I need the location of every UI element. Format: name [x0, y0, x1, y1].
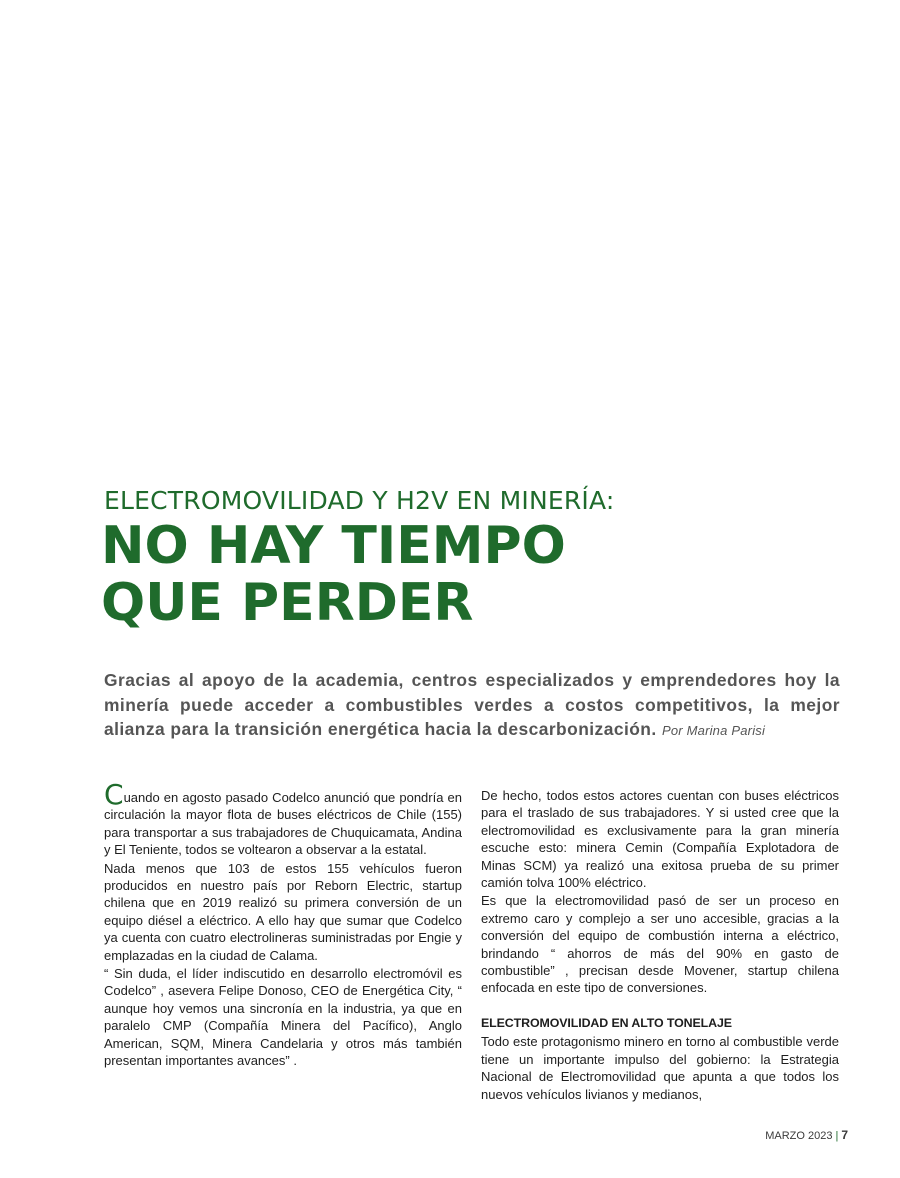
body-paragraph: Todo este protagonismo minero en torno al combustible verde tiene un importante impulso del gobierno: la Estrategia Nacional de Electromovilidad que apunta a que todos los nuevos vehículos livianos y medianos,	[481, 1034, 839, 1102]
body-paragraph: Nada menos que 103 de estos 155 vehículos fueron producidos en nuestro país por Reborn Electric, startup chilena que en 2019 realizó su primera conversión de un equipo diésel a eléctrico. A ello hay que sumar que Codelco ya cuenta con cuatro electrolineras suministradas por Engie y emplazadas en la ciudad de Calama.	[104, 860, 462, 963]
page-number: 7	[841, 1128, 848, 1142]
left-column	[104, 778, 462, 1071]
body-paragraph: Es que la electromovilidad pasó de ser un proceso en extremo caro y complejo a ser uno accesible, gracias a la conversión del equipo de combustión interna a eléctrico, brindando “ ahorros de más del 90% en gasto de combustible” , precisan desde Movener, startup chilena enfocada en este tipo de conversiones.	[481, 893, 839, 996]
lead-text: Gracias al apoyo de la academia, centros especializados y emprendedores hoy la minería puede acceder a combustibles verdes a costos competitivos, la mejor alianza para la transición energética hacia la descarbonización.	[104, 670, 840, 739]
article-kicker: ELECTROMOVILIDAD Y H2V EN MINERÍA:	[104, 486, 615, 515]
body-paragraph: De hecho, todos estos actores cuentan con buses eléctricos para el traslado de sus trabajadores. Y si usted cree que la electromovilidad es exclusivamente para la gran minería escuche esto: minera Cemin (Compañía Explotadora de Minas SCM) ya realizó una exitosa prueba de su primer camión tolva 100% eléctrico.	[481, 788, 839, 891]
section-subhead: ELECTROMOVILIDAD EN ALTO TONELAJE	[481, 1015, 732, 1030]
body-paragraph: “ Sin duda, el líder indiscutido en desarrollo electromóvil es Codelco” , asevera Felipe Donoso, CEO de Energética City, “ aunque hoy vemos una sincronía en la industria, ya que en paralelo CMP (Compañía Minera del Pacífico), Anglo American, SQM, Minera Candelaria y otros más también presentan importantes avances” .	[104, 966, 462, 1069]
footer-separator: |	[835, 1130, 839, 1142]
page-footer	[765, 1128, 848, 1142]
article-lead	[104, 668, 840, 744]
headline-line-2: QUE PERDER	[101, 573, 474, 633]
body-paragraph: Cuando en agosto pasado Codelco anunció que pondría en circulación la mayor flota de buses eléctricos de Chile (155) para transportar a sus trabajadores de Chuquicamata, Andina y El Teniente, todos se voltearon a observar a la estatal.	[104, 778, 462, 858]
headline-line-1: NO HAY TIEMPO	[101, 516, 566, 576]
drop-cap: C	[104, 778, 124, 811]
author-byline: Por Marina Parisi	[661, 723, 766, 738]
article-headline	[101, 518, 566, 632]
issue-label: MARZO 2023	[765, 1130, 833, 1142]
right-column	[481, 787, 839, 1104]
